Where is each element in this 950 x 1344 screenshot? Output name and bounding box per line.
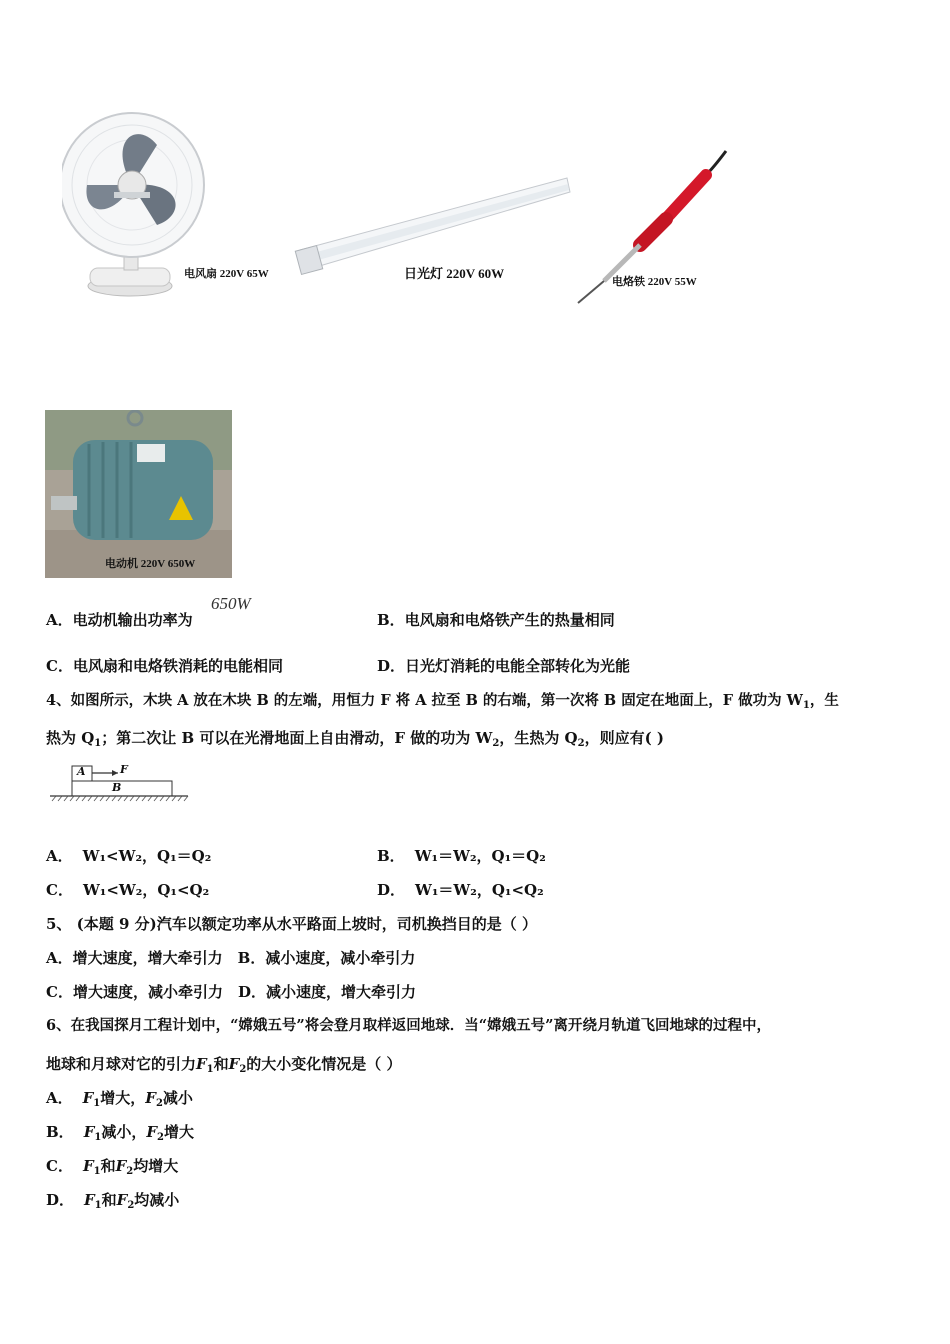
option-letter: D． — [377, 657, 406, 675]
q4-option-d: D． W₁＝W₂，Q₁<Q₂ — [377, 881, 544, 899]
option-letter: C． — [46, 657, 73, 675]
option-letter: A． — [46, 611, 73, 629]
block-a-label: A — [77, 765, 86, 778]
q5-options-row2: C．增大速度，减小牵引力 D．减小速度，增大牵引力 — [46, 983, 416, 1001]
q6-stem-line2: 地球和月球对它的引力$F_1$和$F_2$的大小变化情况是（ ） — [46, 1055, 402, 1075]
q4-stem-line2: 热为 $Q_1$；第二次让 B 可以在光滑地面上自由滑动，F 做的功为 $W_2$，生热为 $Q_2$，则应有( ) — [46, 729, 664, 749]
q3-option-b — [377, 610, 615, 630]
block-b-label: B — [112, 781, 122, 794]
option-letter: B． — [377, 611, 405, 629]
q5-stem: 5、 (本题 9 分)汽车以额定功率从水平路面上坡时，司机换挡目的是（ ） — [46, 915, 537, 933]
q3-option-a — [46, 610, 193, 630]
option-text: 电动机输出功率为 — [72, 611, 193, 629]
option-text: 日光灯消耗的电能全部转化为光能 — [405, 657, 631, 675]
q6-option-a: A． $F_1$增大，$F_2$减小 — [46, 1089, 193, 1109]
option-text: 电风扇和电烙铁产生的热量相同 — [404, 611, 615, 629]
iron-caption: 电烙铁 220V 55W — [612, 276, 697, 288]
q4-option-b: B． W₁＝W₂，Q₁＝Q₂ — [377, 847, 546, 865]
motor-image — [45, 410, 232, 578]
soldering-iron-image — [574, 145, 744, 305]
lamp-caption: 日光灯 220V 60W — [404, 266, 505, 281]
q4-figure — [48, 762, 190, 806]
q6-option-d: D． $F_1$和$F_2$均减小 — [46, 1191, 180, 1211]
q4-option-a: A． W₁<W₂，Q₁＝Q₂ — [46, 847, 212, 865]
motor-caption: 电动机 220V 650W — [105, 558, 196, 570]
fan-caption: 电风扇 220V 65W — [184, 268, 269, 280]
q5-options-row1: A．增大速度，增大牵引力 B．减小速度，减小牵引力 — [46, 949, 416, 967]
fan-image — [62, 100, 287, 300]
q6-option-b: B． $F_1$减小，$F_2$增大 — [46, 1123, 194, 1143]
lamp-image — [292, 170, 572, 290]
q6-stem-line1: 6、在我国探月工程计划中，“嫦娥五号”将会登月取样返回地球．当“嫦娥五号”离开绕月轨道飞回地球的过程中， — [46, 1017, 771, 1034]
q3-option-c — [46, 656, 283, 676]
q3-formula: 650W — [211, 594, 251, 613]
q4-option-c: C． W₁<W₂，Q₁<Q₂ — [46, 881, 210, 899]
q3-option-d — [377, 656, 630, 676]
q4-stem-line1: 4、如图所示，木块 A 放在木块 B 的左端，用恒力 F 将 A 拉至 B 的右端，第一次将 B 固定在地面上，F 做功为 $W_1$，生 — [46, 692, 839, 711]
q6-option-c: C． $F_1$和$F_2$均增大 — [46, 1157, 179, 1177]
force-label: F — [120, 763, 128, 776]
option-text: 电风扇和电烙铁消耗的电能相同 — [72, 657, 283, 675]
